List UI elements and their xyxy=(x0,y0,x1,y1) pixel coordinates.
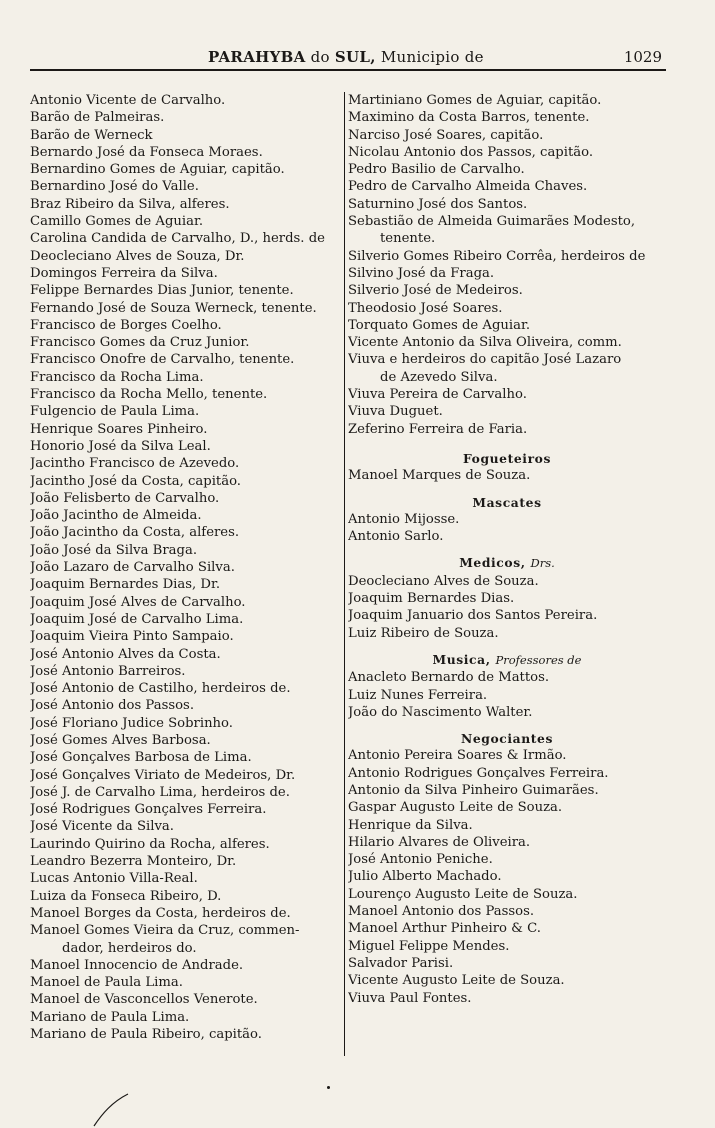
directory-entry: Theodosio José Soares. xyxy=(348,300,503,316)
directory-entry: Narciso José Soares, capitão. xyxy=(348,127,544,143)
left-column xyxy=(30,92,342,1043)
section-negociantes-list xyxy=(348,747,666,1006)
directory-entry: Silverio José de Medeiros. xyxy=(348,283,523,299)
directory-entry: Martiniano Gomes de Aguiar, capitão. xyxy=(348,93,602,108)
directory-entry: Mariano de Paula Ribeiro, capitão. xyxy=(30,1027,262,1043)
directory-entry: Manoel Innocencio de Andrade. xyxy=(30,957,244,973)
directory-entry: Joaquim Bernardes Dias, Dr. xyxy=(30,577,221,593)
directory-entry: Deocleciano Alves de Souza. xyxy=(348,573,539,589)
section-musica-title: Musica, xyxy=(432,651,491,667)
directory-entry: Antonio Vicente de Carvalho. xyxy=(30,93,226,108)
directory-entry: João Felisberto de Carvalho. xyxy=(30,490,220,506)
directory-entry: Silvino José da Fraga. xyxy=(348,265,495,281)
directory-entry: Francisco da Rocha Mello, tenente. xyxy=(30,387,268,403)
directory-entry: Barão de Palmeiras. xyxy=(30,110,165,126)
title-connector: do xyxy=(305,48,335,66)
directory-entry: Lucas Antonio Villa-Real. xyxy=(30,871,198,887)
section-medicos-list xyxy=(348,573,666,642)
directory-entry: José Vicente da Silva. xyxy=(30,819,174,835)
directory-entry: Barão de Werneck xyxy=(30,127,153,143)
directory-entry: Luiza da Fonseca Ribeiro, D. xyxy=(30,888,222,904)
directory-entry: Antonio Sarlo. xyxy=(348,529,444,545)
directory-entry: Nicolau Antonio dos Passos, capitão. xyxy=(348,144,594,160)
directory-entry: Sebastião de Almeida Guimarães Modesto, xyxy=(348,214,636,230)
directory-entry: Joaquim Bernardes Dias. xyxy=(348,591,515,607)
directory-entry: José Antonio Alves da Costa. xyxy=(30,646,221,662)
section-mascates-list xyxy=(348,511,666,546)
directory-entry: Manoel Borges da Costa, herdeiros de. xyxy=(30,905,291,921)
directory-entry: João do Nascimento Walter. xyxy=(348,704,533,720)
directory-entry: Hilario Alvares de Oliveira. xyxy=(348,834,531,850)
section-medicos-subtitle: Drs. xyxy=(530,556,555,571)
directory-entry: João Jacintho de Almeida. xyxy=(30,508,202,524)
directory-entry: dador, herdeiros do. xyxy=(62,940,197,956)
page-title xyxy=(208,48,484,66)
section-fogueteiros-list xyxy=(348,467,666,484)
directory-entry: José Gonçalves Viriato de Medeiros, Dr. xyxy=(30,767,296,783)
section-medicos-title: Medicos, xyxy=(459,555,526,571)
section-medicos-heading xyxy=(348,554,666,572)
directory-entry: João Jacintho da Costa, alferes. xyxy=(30,525,240,541)
directory-entry: Bernardo José da Fonseca Moraes. xyxy=(30,144,263,160)
directory-entry: Viuva Pereira de Carvalho. xyxy=(348,387,527,403)
directory-entry: Bernardino José do Valle. xyxy=(30,179,199,195)
right-top-entries xyxy=(348,92,666,438)
directory-entry: Manoel Marques de Souza. xyxy=(348,468,531,484)
directory-entry: Domingos Ferreira da Silva. xyxy=(30,265,218,281)
directory-entry: Jacintho Francisco de Azevedo. xyxy=(30,456,240,472)
directory-entry: Manoel Gomes Vieira da Cruz, commen- xyxy=(30,923,300,939)
directory-entry: Joaquim Januario dos Santos Pereira. xyxy=(348,608,598,624)
directory-entry: de Azevedo Silva. xyxy=(380,369,498,385)
directory-entry: tenente. xyxy=(380,231,436,247)
directory-entry: Luiz Nunes Ferreira. xyxy=(348,687,488,703)
directory-entry: Viuva Duguet. xyxy=(348,404,443,420)
directory-entry: Lourenço Augusto Leite de Souza. xyxy=(348,886,578,902)
directory-entry: Laurindo Quirino da Rocha, alferes. xyxy=(30,836,270,852)
directory-entry: José Rodrigues Gonçalves Ferreira. xyxy=(30,802,267,818)
directory-entry: Bernardino Gomes de Aguiar, capitão. xyxy=(30,162,285,178)
section-musica-heading xyxy=(348,651,666,669)
directory-entry: Silverio Gomes Ribeiro Corrêa, herdeiros de xyxy=(348,248,646,264)
directory-entry: Antonio Mijosse. xyxy=(348,511,460,527)
title-rest: Municipio de xyxy=(375,48,484,66)
directory-entry: José Gonçalves Barbosa de Lima. xyxy=(30,750,252,766)
directory-entry: Fulgencio de Paula Lima. xyxy=(30,404,200,420)
directory-entry: Antonio Pereira Soares & Irmão. xyxy=(348,748,567,764)
directory-entry: Henrique da Silva. xyxy=(348,817,473,833)
ink-dot xyxy=(327,1086,330,1089)
directory-entry: Deocleciano Alves de Souza, Dr. xyxy=(30,248,245,264)
section-musica-subtitle: Professores de xyxy=(495,652,582,667)
page-header xyxy=(30,48,662,68)
title-place: PARAHYBA xyxy=(208,48,306,66)
directory-entry: Anacleto Bernardo de Mattos. xyxy=(348,670,550,686)
right-column xyxy=(348,92,666,1007)
directory-entry: Joaquim José de Carvalho Lima. xyxy=(30,611,244,627)
directory-entry: Camillo Gomes de Aguiar. xyxy=(30,214,204,230)
section-fogueteiros-title: Fogueteiros xyxy=(462,450,551,466)
directory-entry: José Gomes Alves Barbosa. xyxy=(30,732,211,748)
directory-entry: Francisco da Rocha Lima. xyxy=(30,369,204,385)
directory-entry: Manoel de Paula Lima. xyxy=(30,975,183,991)
directory-entry: Jacintho José da Costa, capitão. xyxy=(30,473,241,489)
directory-entry: Braz Ribeiro da Silva, alferes. xyxy=(30,196,230,212)
directory-entry: Leandro Bezerra Monteiro, Dr. xyxy=(30,854,237,870)
directory-entry: Antonio Rodrigues Gonçalves Ferreira. xyxy=(348,765,609,781)
directory-entry: Zeferino Ferreira de Faria. xyxy=(348,421,528,437)
directory-entry: Manoel Antonio dos Passos. xyxy=(348,904,535,920)
directory-entry: Saturnino José dos Santos. xyxy=(348,196,528,212)
directory-entry: Antonio da Silva Pinheiro Guimarães. xyxy=(348,782,599,798)
directory-entry: Joaquim José Alves de Carvalho. xyxy=(30,594,246,610)
directory-entry: Francisco de Borges Coelho. xyxy=(30,317,222,333)
directory-entry: Pedro Basilio de Carvalho. xyxy=(348,162,525,178)
directory-entry: João José da Silva Braga. xyxy=(30,542,198,558)
directory-entry: José Antonio Barreiros. xyxy=(30,663,186,679)
directory-entry: Gaspar Augusto Leite de Souza. xyxy=(348,800,563,816)
directory-entry: José Antonio de Castilho, herdeiros de. xyxy=(30,681,291,697)
directory-entry: Luiz Ribeiro de Souza. xyxy=(348,625,499,641)
directory-entry: Salvador Parisi. xyxy=(348,955,454,971)
directory-entry: Vicente Augusto Leite de Souza. xyxy=(348,973,565,989)
pen-mark-icon xyxy=(92,1092,132,1128)
directory-entry: Francisco Gomes da Cruz Junior. xyxy=(30,335,250,351)
directory-entry: Carolina Candida de Carvalho, D., herds. de xyxy=(30,231,325,247)
directory-entry: José Antonio Peniche. xyxy=(348,852,493,868)
directory-entry: Fernando José de Souza Werneck, tenente. xyxy=(30,300,317,316)
directory-entry: Mariano de Paula Lima. xyxy=(30,1009,190,1025)
directory-entry: Manoel de Vasconcellos Venerote. xyxy=(30,992,258,1008)
directory-entry: Viuva Paul Fontes. xyxy=(348,990,472,1006)
directory-entry: Manoel Arthur Pinheiro & C. xyxy=(348,921,541,937)
directory-entry: Maximino da Costa Barros, tenente. xyxy=(348,110,590,126)
directory-entry: Julio Alberto Machado. xyxy=(348,869,502,885)
directory-entry: José J. de Carvalho Lima, herdeiros de. xyxy=(30,784,290,800)
directory-entry: Henrique Soares Pinheiro. xyxy=(30,421,208,437)
directory-entry: Joaquim Vieira Pinto Sampaio. xyxy=(30,629,234,645)
directory-entry: José Floriano Judice Sobrinho. xyxy=(30,715,233,731)
directory-entry: Torquato Gomes de Aguiar. xyxy=(348,317,531,333)
section-mascates-title: Mascates xyxy=(472,494,542,510)
directory-entry: Honorio José da Silva Leal. xyxy=(30,438,211,454)
directory-entry: José Antonio dos Passos. xyxy=(30,698,195,714)
directory-entry: Francisco Onofre de Carvalho, tenente. xyxy=(30,352,295,368)
header-rule xyxy=(30,69,666,71)
column-divider xyxy=(344,92,345,1056)
directory-entry: Vicente Antonio da Silva Oliveira, comm. xyxy=(348,335,622,351)
page-number: 1029 xyxy=(623,48,662,66)
title-state: SUL, xyxy=(334,48,376,66)
section-musica-list xyxy=(348,669,666,721)
section-negociantes-title: Negociantes xyxy=(461,731,553,747)
directory-entry: Felippe Bernardes Dias Junior, tenente. xyxy=(30,283,294,299)
directory-entry: João Lazaro de Carvalho Silva. xyxy=(30,560,235,576)
directory-entry: Viuva e herdeiros do capitão José Lazaro xyxy=(348,352,622,368)
directory-entry: Pedro de Carvalho Almeida Chaves. xyxy=(348,179,588,195)
directory-entry: Miguel Felippe Mendes. xyxy=(348,938,510,954)
